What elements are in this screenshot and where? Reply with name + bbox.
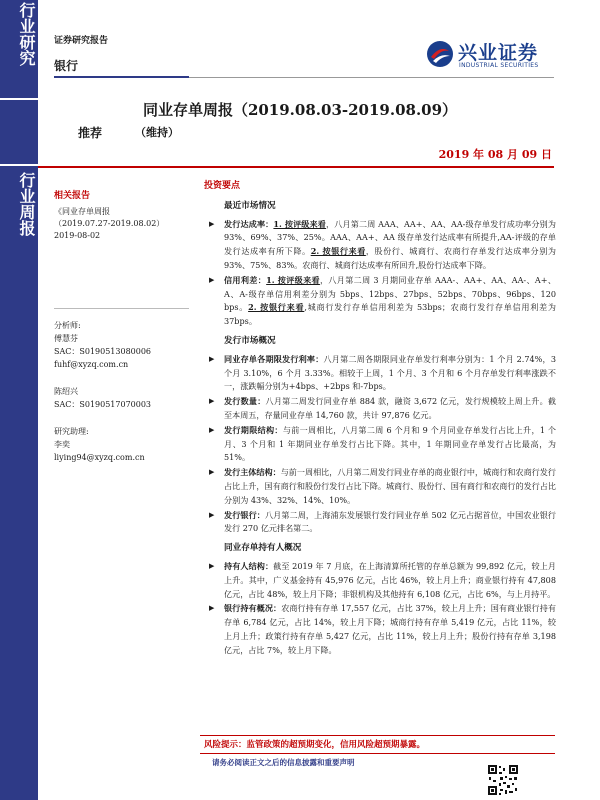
header-rule — [54, 76, 189, 78]
analyst-list — [54, 319, 189, 464]
header-rule — [189, 77, 554, 78]
related-report-date: 2019-08-02 — [54, 231, 101, 240]
left-sidebar-band — [0, 0, 38, 800]
industry-label: 银行 — [54, 59, 79, 73]
logo-english-name: INDUSTRIAL SECURITIES — [459, 62, 539, 69]
related-report-period: （2019.07.27-2019.08.02） — [54, 219, 165, 228]
logo-mark-icon — [425, 39, 455, 69]
bullet-issue-rates: ▶ 同业存单各期限发行利率：八月第二周各期限同业存单发行利率分别为：1 个月 2.74%，3 个月 3.10%，6 个月 3.33%。相较于上周，1 个月、3 个月和 6 个月存单发行利率涨跌不一，涨跌幅分别为+4bps、+2bps 和-7bps。 — [204, 353, 556, 394]
left-divider — [54, 308, 189, 309]
main-content — [204, 180, 556, 659]
assistant-email[interactable]: liying94@xyzq.com.cn — [54, 453, 145, 462]
rating-label: 推荐 — [78, 126, 103, 140]
section-heading: 最近市场情况 — [224, 200, 276, 211]
footer-rule — [200, 753, 555, 754]
analyst-email[interactable]: fuhf@xyzq.com.cn — [54, 360, 129, 369]
qr-code-icon — [487, 764, 519, 796]
bullet-issuing-banks: ▶ 发行银行：八月第二周，上海浦东发展银行发行同业存单 502 亿元占据首位，中国农业银行发行 270 亿元排名第二。 — [204, 509, 556, 537]
related-report-title: 《同业存单周报 — [54, 207, 110, 216]
analyst-sac: SAC：S0190517070003 — [54, 400, 152, 409]
title-rule — [38, 166, 554, 168]
sidebar-research-label: 行业研究 — [17, 2, 36, 66]
rating-status: （维持） — [135, 126, 179, 139]
related-report-link[interactable] — [54, 206, 189, 242]
report-date: 2019 年 08 月 09 日 — [438, 148, 552, 161]
report-title: 同业存单周报（2019.08.03-2019.08.09） — [142, 101, 458, 119]
investment-points-heading: 投资要点 — [204, 181, 241, 191]
risk-warning: 风险提示：监管政策的超预期变化，信用风险超预期暴露。 — [204, 740, 426, 750]
disclaimer-footer: 请务必阅读正文之后的信息披露和重要声明 — [212, 758, 355, 767]
section-heading: 同业存单持有人概况 — [224, 543, 302, 554]
sidebar-divider — [0, 164, 38, 166]
logo-chinese-name: 兴业证券 — [458, 42, 539, 64]
analyst-label: 分析师: — [54, 321, 81, 330]
left-column — [54, 190, 189, 464]
bullet-maturity-structure: ▶ 发行期限结构：与前一周相比，八月第二周 6 个月和 9 个月同业存单发行占比上升，1 个月、3 个月和 1 年期同业存单发行占比下降。其中，1 年期同业存单发行占比最高，为 51%。 — [204, 424, 556, 465]
assistant-name: 李奕 — [54, 440, 70, 449]
company-logo — [425, 38, 560, 72]
analyst-name: 陈绍兴 — [54, 387, 78, 396]
bullet-holder-structure: ▶ 持有人结构：截至 2019 年 7 月底，在上海清算所托管的存单总额为 99,892 亿元，较上月上升。其中，广义基金持有 45,976 亿元，占比 46%，较上月上升；商业银行持有 47,808 亿元，占比 48%，较上月下降；非银机构及其他持有 6,108 亿元，占比 6%，与上月持平。 — [204, 560, 556, 601]
sidebar-weekly-label: 行业周报 — [17, 172, 36, 236]
bullet-issuance-rate: ▶ 发行达成率：1. 按评级来看，八月第二周 AAA、AA+、AA、AA-级存单发行成功率分别为 93%、69%、37%、25%。AAA、AA+、AA 级存单发行达成率有所提升,AA-评级的存单发行达成率有所下降。2. 按银行来看，股份行、城商行、农商行存单发行达成率分别为 93%、75%、83%。农商行、城商行达成率有所回升,股份行达成率下降。 — [204, 218, 556, 273]
section-heading: 发行市场概况 — [224, 335, 276, 346]
related-reports-heading: 相关报告 — [54, 191, 91, 201]
bullet-issuer-structure: ▶ 发行主体结构：与前一周相比，八月第二周发行同业存单的商业银行中，城商行和农商行发行占比上升，国有商行和股份行发行占比下降。城商行、股份行、国有商行和农商行的发行占比分别为 43%、32%、14%、10%。 — [204, 466, 556, 507]
analyst-sac: SAC：S0190513080006 — [54, 347, 152, 356]
report-type-label: 证券研究报告 — [54, 36, 109, 46]
bullet-issue-volume: ▶ 发行数量：八月第二周发行同业存单 884 款，融资 3,672 亿元，发行规模较上周上升。截至本周五，存量同业存单 14,760 款，共计 97,876 亿元。 — [204, 395, 556, 423]
assistant-label: 研究助理: — [54, 427, 89, 436]
analyst-name: 傅慧芬 — [54, 334, 78, 343]
bullet-bank-holdings: ▶ 银行持有概况：农商行持有存单 17,557 亿元，占比 37%，较上月上升；国有商业银行持有存单 6,784 亿元，占比 14%，较上月下降；城商行持有存单 5,419 亿元，占比 11%，较上月上升；政策行持有存单 5,427 亿元，占比 11%，较上月上升；股份行持有存单 3,198 亿元，占比 7%，较上月下降。 — [204, 602, 556, 657]
bullet-credit-spread: ▶ 信用利差：1. 按评级来看，八月第二周 3 月期同业存单 AAA-、AA+、AA、AA-、A+、A、A-级存单信用利差分别为 5bps、12bps、27bps、52bps、70bps、96bps、120 bps。2. 按银行来看,城商行发行存单信用利差为 53bps；农商行发行存单信用利差为 37bps。 — [204, 274, 556, 329]
risk-rule — [200, 735, 555, 736]
